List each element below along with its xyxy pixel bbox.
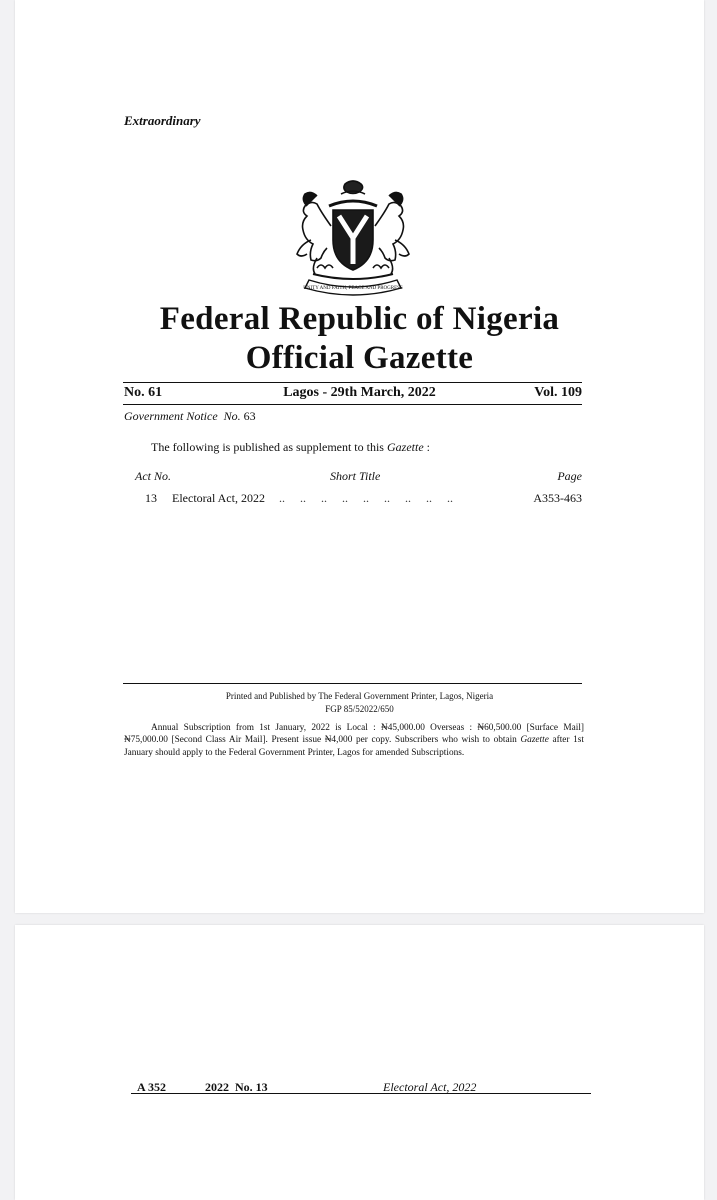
- intro-text: The following is published as supplement to this: [151, 440, 384, 454]
- subscription-info: [124, 722, 584, 759]
- fgp-code: FGP 85/52022/650: [325, 704, 394, 714]
- column-header-page: Page: [557, 469, 582, 483]
- intro-end: :: [423, 440, 430, 454]
- divider-top: [123, 382, 582, 383]
- running-header-act-title: Electoral Act, 2022: [383, 1080, 477, 1094]
- notice-no-label: No.: [223, 409, 241, 423]
- subscription-text-2: after 1st January should apply to the Federal Government Printer, Lagos for amended Subscriptions.: [124, 735, 584, 758]
- table-row-leader-dots: .. .. .. .. .. .. .. .. ..: [279, 491, 453, 505]
- running-header-year-number: 2022 No. 13: [205, 1080, 268, 1094]
- crest-motto: UNITY AND FAITH, PEACE AND PROGRESS: [303, 286, 403, 291]
- gazette-number: No. 61: [124, 385, 163, 400]
- table-row-act-no: 13: [145, 491, 157, 505]
- divider-bottom: [123, 404, 582, 405]
- gazette-title: Official Gazette: [245, 340, 474, 376]
- gazette-cover-page: [15, 0, 704, 913]
- next-page: [15, 925, 704, 1200]
- table-row-page: A353-463: [533, 491, 582, 505]
- gazette-title-country: Federal Republic of Nigeria: [159, 301, 560, 337]
- running-header-page: A 352: [137, 1080, 167, 1094]
- nigeria-coat-of-arms-icon: [283, 176, 423, 298]
- column-header-short-title: Short Title: [330, 469, 381, 483]
- notice-number: 63: [243, 409, 256, 423]
- notice-label: Government Notice: [124, 409, 218, 423]
- intro-gazette-word: Gazette: [386, 440, 424, 454]
- running-header-divider: [131, 1093, 591, 1094]
- column-header-act-no: Act No.: [135, 469, 171, 483]
- government-notice: [124, 409, 256, 424]
- supplement-intro: [151, 440, 430, 455]
- gazette-volume: Vol. 109: [534, 385, 582, 400]
- footer-divider: [123, 683, 582, 684]
- table-row-title: Electoral Act, 2022: [172, 491, 265, 505]
- printer-line: Printed and Published by The Federal Government Printer, Lagos, Nigeria: [225, 691, 494, 701]
- subscription-gazette-word: Gazette: [520, 735, 549, 746]
- gazette-dateline: Lagos - 29th March, 2022: [283, 385, 436, 400]
- subscription-text-1: Annual Subscription from 1st January, 2022 is Local : ₦45,000.00 Overseas : ₦60,500.00 [Surface Mail] ₦75,000.00 [Second Class Air Mail]. Present issue ₦4,000 per copy. Subscribers who wish to obtain: [124, 723, 584, 746]
- extraordinary-label: Extraordinary: [124, 113, 201, 128]
